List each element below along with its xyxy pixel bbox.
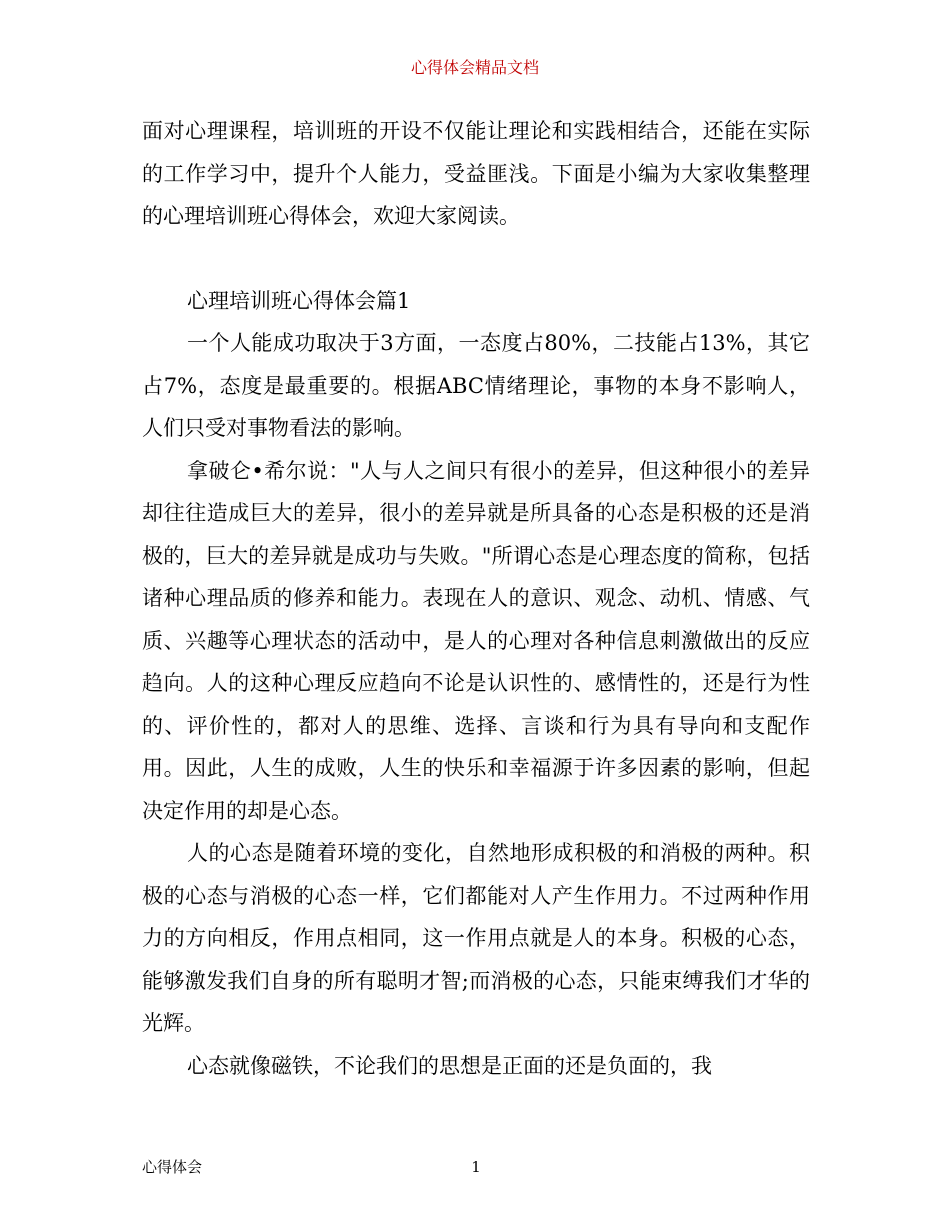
body-paragraph: 一个人能成功取决于3方面，一态度占80%，二技能占13%，其它占7%，态度是最重要的。根据ABC情绪理论，事物的本身不影响人，人们只受对事物看法的影响。 [142,331,810,440]
footer-label: 心得体会 [142,1158,203,1176]
body-paragraph: 心态就像磁铁，不论我们的思想是正面的还是负面的，我 [187,1053,712,1078]
page-number: 1 [471,1158,481,1176]
body-paragraph: 拿破仑•希尔说："人与人之间只有很小的差异，但这种很小的差异却往往造成巨大的差异，很小的差异就是所具备的心态是积极的还是消极的，巨大的差异就是成功与失败。"所谓心态是心理态度的简称，包括诸种心理品质的修养和能力。表现在人的意识、观念、动机、情感、气质、兴趣等心理状态的活动中，是人的心理对各种信息刺激做出的反应趋向。人的这种心理反应趋向不论是认识性的、感情性的，还是行为性的、评价性的，都对人的思维、选择、言谈和行为具有导向和支配作用。因此，人生的成败，人生的快乐和幸福源于许多因素的影响，但起决定作用的却是心态。 [142,458,810,823]
document-body [142,110,810,1087]
body-paragraph: 人的心态是随着环境的变化，自然地形成积极的和消极的两种。积极的心态与消极的心态一样，它们都能对人产生作用力。不过两种作用力的方向相反，作用点相同，这一作用点就是人的本身。积极的心态，能够激发我们自身的所有聪明才智;而消极的心态，只能束缚我们才华的光辉。 [142,841,810,1035]
intro-paragraph: 面对心理课程，培训班的开设不仅能让理论和实践相结合，还能在实际的工作学习中，提升个人能力，受益匪浅。下面是小编为大家收集整理的心理培训班心得体会，欢迎大家阅读。 [142,119,810,228]
page-header-title: 心得体会精品文档 [410,58,539,77]
section-title: 心理培训班心得体会篇1 [187,288,411,313]
